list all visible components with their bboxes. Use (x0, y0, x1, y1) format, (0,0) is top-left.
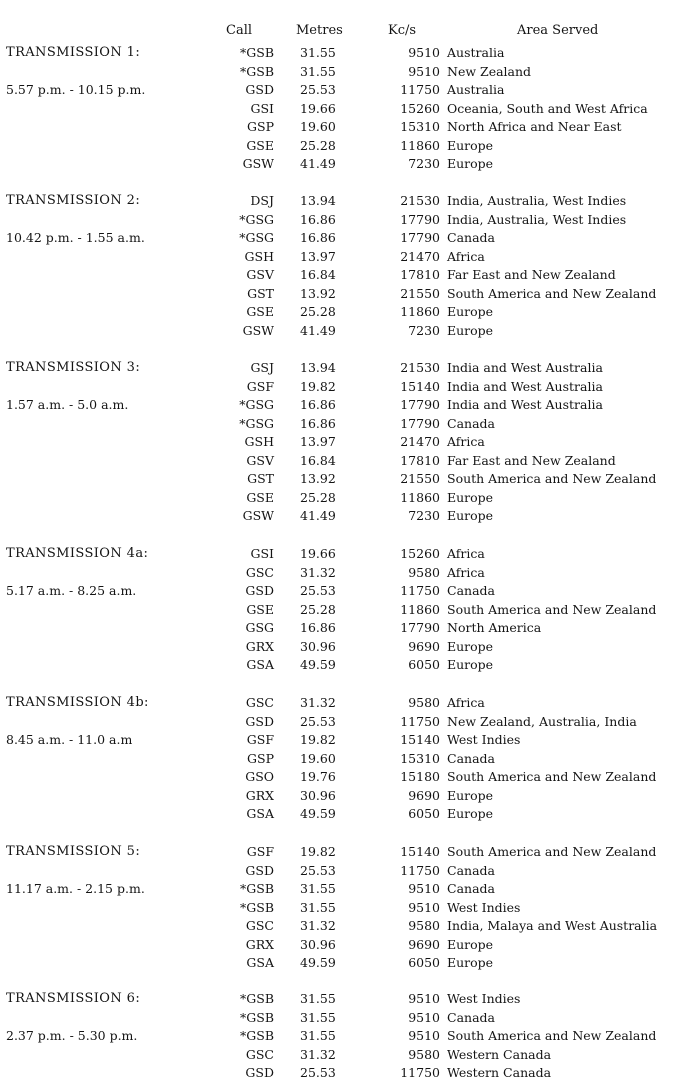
frequency-kcs: 17790 (400, 415, 440, 431)
area-served: New Zealand, Australia, India (447, 713, 637, 729)
wavelength-metres: 25.53 (300, 82, 336, 97)
area-served: Europe (447, 638, 494, 654)
wavelength-metres: 25.28 (300, 304, 336, 319)
frequency-kcs: 9510 (408, 45, 440, 60)
frequency-kcs: 17810 (400, 267, 440, 282)
wavelength-metres: 31.32 (300, 918, 336, 933)
area-served: Oceania, South and West Africa (447, 100, 648, 116)
frequency-kcs: 11860 (400, 489, 440, 505)
wavelength-metres: 25.28 (300, 601, 336, 617)
area-served: South America and New Zealand (447, 769, 657, 784)
table-row (0, 100, 700, 119)
frequency-kcs: 11860 (400, 137, 440, 153)
area-served: Europe (447, 304, 494, 319)
area-served: Europe (447, 322, 494, 338)
table-row (0, 656, 700, 675)
table-row (0, 1064, 700, 1083)
frequency-kcs: 9510 (408, 1028, 440, 1043)
table-row (0, 211, 700, 230)
frequency-kcs: 9510 (408, 881, 440, 896)
transmission-time: 10.42 p.m. - 1.55 a.m. (6, 230, 145, 245)
call-sign: *GSB (240, 1028, 274, 1043)
table-row (0, 285, 700, 304)
table-row (0, 322, 700, 341)
wavelength-metres: 49.59 (300, 806, 336, 821)
call-sign: GSE (246, 601, 274, 617)
area-served: India, Australia, West Indies (447, 193, 627, 208)
wavelength-metres: 16.86 (300, 415, 336, 431)
frequency-kcs: 15310 (400, 119, 440, 134)
area-served: Canada (447, 415, 495, 431)
table-row (0, 694, 700, 713)
transmission-title: TRANSMISSION 5: (6, 844, 141, 859)
frequency-kcs: 11750 (400, 713, 440, 729)
transmission-time: 11.17 a.m. - 2.15 p.m. (6, 881, 145, 896)
area-served: Europe (447, 657, 494, 672)
frequency-kcs: 17790 (400, 620, 440, 635)
wavelength-metres: 25.28 (300, 137, 336, 153)
frequency-kcs: 6050 (408, 806, 440, 821)
frequency-kcs: 9690 (408, 638, 440, 654)
wavelength-metres: 19.66 (300, 546, 336, 561)
area-served: Australia (447, 82, 505, 97)
table-row (0, 1027, 700, 1046)
table-row (0, 44, 700, 63)
wavelength-metres: 19.60 (300, 750, 336, 766)
area-served: Western Canada (447, 1046, 552, 1062)
wavelength-metres: 31.32 (300, 695, 336, 710)
column-header-call: Call (226, 23, 253, 38)
transmission-title: TRANSMISSION 4b: (6, 695, 149, 710)
area-served: South America and New Zealand (447, 471, 657, 486)
table-row (0, 63, 700, 82)
frequency-kcs: 9510 (408, 63, 440, 79)
transmission-title: TRANSMISSION 3: (6, 360, 141, 375)
wavelength-metres: 30.96 (300, 638, 336, 654)
frequency-kcs: 9580 (408, 1046, 440, 1062)
call-sign: *GSB (240, 881, 274, 896)
area-served: Europe (447, 787, 494, 803)
frequency-kcs: 17790 (400, 211, 440, 227)
call-sign: GSI (250, 100, 274, 116)
frequency-kcs: 6050 (408, 955, 440, 970)
call-sign: *GSG (239, 211, 274, 227)
area-served: Europe (447, 806, 494, 821)
transmission-title: TRANSMISSION 2: (6, 193, 141, 208)
frequency-kcs: 9580 (408, 918, 440, 933)
call-sign: GRX (245, 638, 274, 654)
table-row (0, 452, 700, 471)
table-row (0, 192, 700, 211)
wavelength-metres: 41.49 (300, 322, 336, 338)
frequency-kcs: 15140 (400, 844, 440, 859)
table-row (0, 619, 700, 638)
area-served: India and West Australia (447, 378, 603, 394)
call-sign: GSC (245, 695, 274, 710)
frequency-kcs: 9510 (408, 899, 440, 915)
table-row (0, 862, 700, 881)
table-row (0, 1009, 700, 1028)
call-sign: GSW (242, 322, 274, 338)
table-row (0, 601, 700, 620)
table-row (0, 750, 700, 769)
transmission-time: 8.45 a.m. - 11.0 a.m (6, 732, 133, 747)
wavelength-metres: 16.86 (300, 620, 336, 635)
frequency-kcs: 15310 (400, 750, 440, 766)
area-served: South America and New Zealand (447, 1028, 657, 1043)
area-served: India and West Australia (447, 360, 603, 375)
transmission-title: TRANSMISSION 4a: (6, 546, 149, 561)
wavelength-metres: 19.82 (300, 378, 336, 394)
table-row (0, 805, 700, 824)
frequency-kcs: 11750 (400, 583, 440, 598)
area-served: Canada (447, 750, 495, 766)
wavelength-metres: 31.55 (300, 991, 336, 1006)
table-row (0, 880, 700, 899)
call-sign: *GSB (240, 63, 274, 79)
frequency-kcs: 15180 (400, 769, 440, 784)
call-sign: GSF (246, 732, 274, 747)
area-served: West Indies (447, 991, 521, 1006)
table-row (0, 415, 700, 434)
area-served: Africa (447, 564, 485, 580)
call-sign: GSC (245, 1046, 274, 1062)
wavelength-metres: 30.96 (300, 936, 336, 952)
wavelength-metres: 49.59 (300, 657, 336, 672)
call-sign: GSA (246, 955, 274, 970)
area-served: North Africa and Near East (447, 119, 622, 134)
frequency-kcs: 9580 (408, 695, 440, 710)
area-served: Africa (447, 695, 485, 710)
wavelength-metres: 19.66 (300, 100, 336, 116)
area-served: Canada (447, 230, 495, 245)
table-row (0, 954, 700, 973)
table-row (0, 229, 700, 248)
area-served: Europe (447, 955, 494, 970)
table-row (0, 155, 700, 174)
area-served: India, Malaya and West Australia (447, 918, 658, 933)
frequency-kcs: 7230 (408, 322, 440, 338)
table-row (0, 81, 700, 100)
table-row (0, 582, 700, 601)
call-sign: DSJ (250, 193, 274, 208)
area-served: Europe (447, 137, 494, 153)
call-sign: GST (247, 471, 274, 486)
wavelength-metres: 19.82 (300, 732, 336, 747)
call-sign: GSH (244, 248, 274, 264)
table-row (0, 731, 700, 750)
call-sign: GSC (245, 564, 274, 580)
wavelength-metres: 19.76 (300, 769, 336, 784)
call-sign: GSW (242, 156, 274, 171)
area-served: North America (447, 620, 542, 635)
area-served: Africa (447, 434, 485, 449)
table-row (0, 359, 700, 378)
wavelength-metres: 13.92 (300, 285, 336, 301)
area-served: South America and New Zealand (447, 844, 657, 859)
area-served: Europe (447, 508, 494, 523)
frequency-kcs: 9510 (408, 991, 440, 1006)
area-served: Canada (447, 862, 495, 878)
wavelength-metres: 16.86 (300, 397, 336, 412)
area-served: West Indies (447, 732, 521, 747)
call-sign: GSA (246, 657, 274, 672)
area-served: India, Australia, West Indies (447, 211, 627, 227)
call-sign: GSE (246, 304, 274, 319)
frequency-kcs: 15260 (400, 546, 440, 561)
table-row (0, 843, 700, 862)
wavelength-metres: 41.49 (300, 156, 336, 171)
table-row (0, 378, 700, 397)
frequency-kcs: 17790 (400, 397, 440, 412)
call-sign: *GSB (240, 45, 274, 60)
area-served: Africa (447, 546, 485, 561)
call-sign: GSE (246, 489, 274, 505)
frequency-kcs: 21530 (400, 193, 440, 208)
table-row (0, 396, 700, 415)
call-sign: GSD (245, 583, 274, 598)
wavelength-metres: 31.32 (300, 564, 336, 580)
table-row (0, 713, 700, 732)
table-row (0, 137, 700, 156)
frequency-kcs: 9690 (408, 936, 440, 952)
frequency-kcs: 11750 (400, 1065, 440, 1080)
table-row (0, 470, 700, 489)
frequency-kcs: 21470 (400, 248, 440, 264)
wavelength-metres: 25.53 (300, 1065, 336, 1080)
area-served: Far East and New Zealand (447, 267, 616, 282)
frequency-kcs: 11750 (400, 862, 440, 878)
call-sign: *GSG (239, 230, 274, 245)
area-served: Europe (447, 936, 494, 952)
call-sign: *GSG (239, 415, 274, 431)
table-row (0, 768, 700, 787)
frequency-kcs: 21550 (400, 285, 440, 301)
frequency-kcs: 15140 (400, 378, 440, 394)
area-served: New Zealand (447, 63, 532, 79)
area-served: Canada (447, 881, 495, 896)
call-sign: GSG (245, 620, 274, 635)
table-row (0, 489, 700, 508)
call-sign: GSO (245, 769, 274, 784)
frequency-kcs: 7230 (408, 508, 440, 523)
call-sign: GSA (246, 806, 274, 821)
table-row (0, 899, 700, 918)
wavelength-metres: 31.55 (300, 45, 336, 60)
wavelength-metres: 49.59 (300, 955, 336, 970)
call-sign: GRX (245, 936, 274, 952)
frequency-kcs: 21470 (400, 434, 440, 449)
call-sign: GRX (245, 787, 274, 803)
wavelength-metres: 13.97 (300, 434, 336, 449)
call-sign: GSF (246, 844, 274, 859)
area-served: Europe (447, 489, 494, 505)
area-served: Canada (447, 583, 495, 598)
frequency-kcs: 17790 (400, 230, 440, 245)
wavelength-metres: 31.32 (300, 1046, 336, 1062)
wavelength-metres: 41.49 (300, 508, 336, 523)
wavelength-metres: 31.55 (300, 63, 336, 79)
wavelength-metres: 13.94 (300, 360, 336, 375)
call-sign: GSC (245, 918, 274, 933)
wavelength-metres: 16.84 (300, 267, 336, 282)
call-sign: GSP (247, 750, 274, 766)
call-sign: *GSB (240, 1009, 274, 1025)
frequency-kcs: 17810 (400, 452, 440, 468)
table-row (0, 248, 700, 267)
table-row (0, 433, 700, 452)
transmission-title: TRANSMISSION 6: (6, 991, 141, 1006)
transmission-time: 1.57 a.m. - 5.0 a.m. (6, 397, 129, 412)
column-header-metres: Metres (296, 23, 343, 38)
call-sign: GSP (247, 119, 274, 134)
call-sign: *GSB (240, 991, 274, 1006)
call-sign: GSE (246, 137, 274, 153)
table-row (0, 936, 700, 955)
wavelength-metres: 25.53 (300, 583, 336, 598)
frequency-kcs: 15140 (400, 732, 440, 747)
table-row (0, 507, 700, 526)
wavelength-metres: 16.86 (300, 211, 336, 227)
table-row (0, 990, 700, 1009)
frequency-kcs: 6050 (408, 657, 440, 672)
wavelength-metres: 19.60 (300, 119, 336, 134)
area-served: South America and New Zealand (447, 285, 657, 301)
frequency-kcs: 9510 (408, 1009, 440, 1025)
wavelength-metres: 19.82 (300, 844, 336, 859)
table-row (0, 303, 700, 322)
wavelength-metres: 13.92 (300, 471, 336, 486)
call-sign: GSF (246, 378, 274, 394)
frequency-kcs: 11750 (400, 82, 440, 97)
transmission-title: TRANSMISSION 1: (6, 45, 141, 60)
frequency-kcs: 7230 (408, 156, 440, 171)
wavelength-metres: 16.86 (300, 230, 336, 245)
transmission-time: 5.57 p.m. - 10.15 p.m. (6, 82, 146, 97)
frequency-kcs: 11860 (400, 304, 440, 319)
frequency-kcs: 21530 (400, 360, 440, 375)
frequency-kcs: 11860 (400, 601, 440, 617)
call-sign: GSH (244, 434, 274, 449)
wavelength-metres: 13.94 (300, 193, 336, 208)
area-served: Africa (447, 248, 485, 264)
transmission-time: 2.37 p.m. - 5.30 p.m. (6, 1028, 138, 1043)
wavelength-metres: 31.55 (300, 881, 336, 896)
table-row (0, 1046, 700, 1065)
column-header-kcs: Kc/s (388, 23, 417, 38)
table-row (0, 545, 700, 564)
call-sign: GSD (245, 82, 274, 97)
call-sign: GSV (246, 452, 274, 468)
wavelength-metres: 31.55 (300, 899, 336, 915)
column-header-area-served: Area Served (517, 23, 599, 38)
call-sign: GSD (245, 862, 274, 878)
call-sign: GST (247, 285, 274, 301)
area-served: Europe (447, 156, 494, 171)
table-row (0, 917, 700, 936)
transmission-time: 5.17 a.m. - 8.25 a.m. (6, 583, 137, 598)
call-sign: GSV (246, 267, 274, 282)
wavelength-metres: 25.53 (300, 713, 336, 729)
call-sign: GSD (245, 713, 274, 729)
area-served: Far East and New Zealand (447, 452, 616, 468)
call-sign: GSD (245, 1065, 274, 1080)
frequency-kcs: 9690 (408, 787, 440, 803)
call-sign: *GSG (239, 397, 274, 412)
wavelength-metres: 16.84 (300, 452, 336, 468)
wavelength-metres: 30.96 (300, 787, 336, 803)
wavelength-metres: 31.55 (300, 1028, 336, 1043)
table-row (0, 787, 700, 806)
table-row (0, 564, 700, 583)
frequency-kcs: 15260 (400, 100, 440, 116)
call-sign: *GSB (240, 899, 274, 915)
area-served: India and West Australia (447, 397, 603, 412)
area-served: Australia (447, 45, 505, 60)
wavelength-metres: 13.97 (300, 248, 336, 264)
wavelength-metres: 25.28 (300, 489, 336, 505)
area-served: West Indies (447, 899, 521, 915)
wavelength-metres: 25.53 (300, 862, 336, 878)
area-served: Western Canada (447, 1065, 552, 1080)
table-row (0, 118, 700, 137)
call-sign: GSW (242, 508, 274, 523)
area-served: South America and New Zealand (447, 601, 657, 617)
area-served: Canada (447, 1009, 495, 1025)
frequency-kcs: 21550 (400, 471, 440, 486)
table-row (0, 266, 700, 285)
call-sign: GSJ (250, 360, 274, 375)
call-sign: GSI (250, 546, 274, 561)
wavelength-metres: 31.55 (300, 1009, 336, 1025)
frequency-kcs: 9580 (408, 564, 440, 580)
table-row (0, 638, 700, 657)
